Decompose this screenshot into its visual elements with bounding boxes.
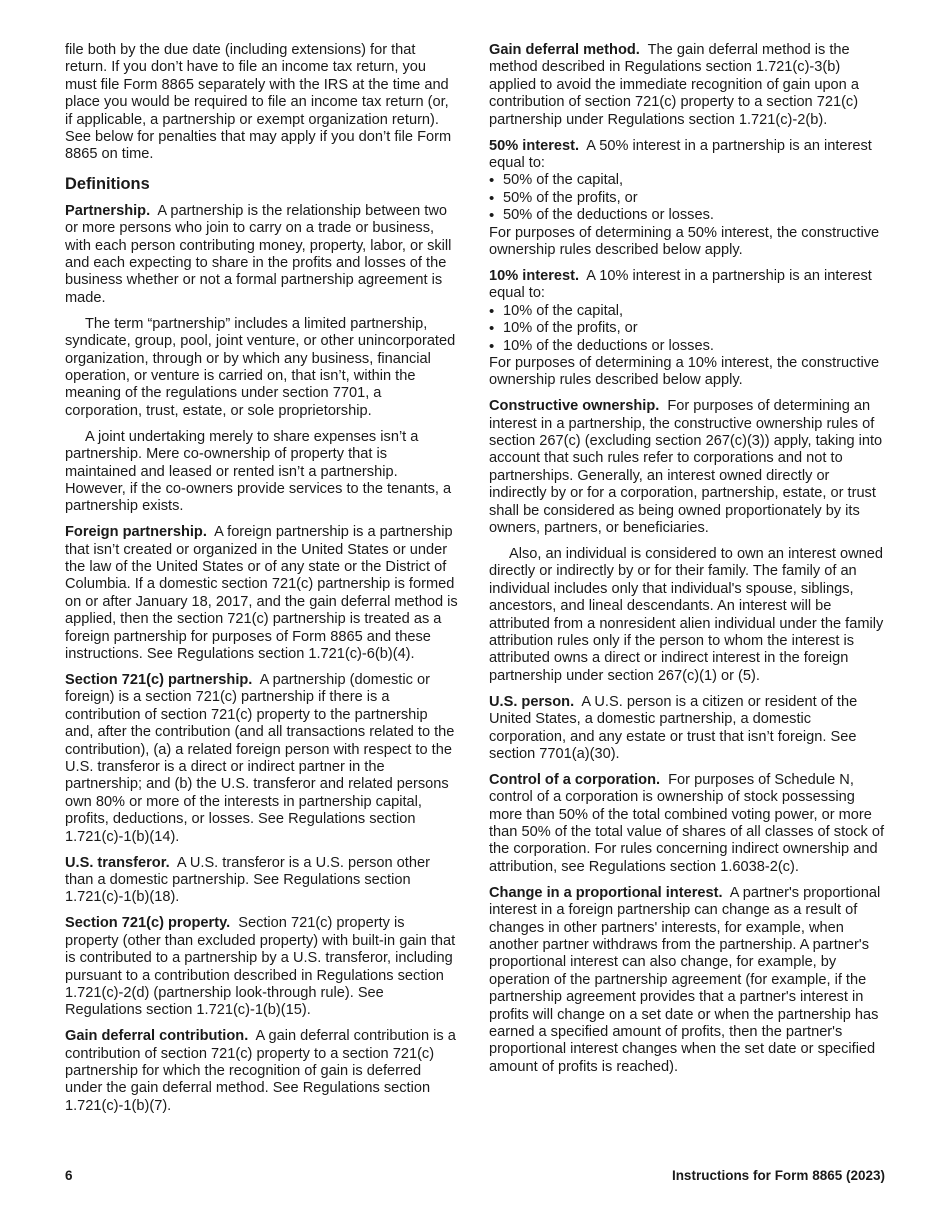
gain-deferral-method-term: Gain deferral method. (489, 42, 640, 58)
constructive-ownership-paragraph-2: Also, an individual is considered to own an interest owned directly or indirectly by or for their family. The family of an individual includes only that individual's spouse, siblings, ancestors, and lineal descendants. An interest will be attributed from a nonresident alien individual under the family attribution rules only if the person to whom the interest is attributed owns a direct or indirect interest in the foreign partnership under section 267(c)(1) or (5). (489, 545, 884, 684)
partnership-text: A partnership is the relationship between two or more persons who join to carry on a trade or business, with each person contributing money, property, labor, or skill and each expecting to share in the profits and losses of the business whether or not a formal partnership agreement is made. (65, 202, 452, 306)
definitions-heading: Definitions (65, 174, 150, 193)
control-of-corporation-definition (489, 772, 887, 876)
list-item: • 10% of the capital, (489, 303, 887, 320)
us-transferor-term: U.S. transferor. (65, 854, 170, 871)
list-item: • 50% of the profits, or (489, 190, 887, 207)
list-item: • 50% of the capital, (489, 172, 887, 189)
ten-percent-interest-definition (489, 268, 887, 303)
control-of-corporation-text: For purposes of Schedule N, control of a corporation is ownership of stock possessing more than 50% of the total combined voting power, or more than 50% of the total value of shares of all classes of stock of the corporation. For rules concerning indirect ownership and attribution, see Regulations section 1.6038-2(c). (489, 771, 885, 875)
constructive-ownership-term: Constructive ownership. (489, 398, 660, 415)
section-721c-partnership-term: Section 721(c) partnership. (65, 672, 253, 688)
foreign-partnership-text: A foreign partnership is a partnership that isn’t created or organized in the United States or under the law of the United States or of any state or the District of Columbia. If a domestic section 721(c) partnership is formed on or after January 18, 2017, and the gain deferral method is applied, then the section 721(c) partnership is treated as a foreign partnership for purposes of Form 8865 and these instructions. See Regulations section 1.721(c)-6(b)(4). (65, 524, 458, 663)
fifty-percent-bullet-list (489, 172, 887, 224)
section-721c-partnership-definition (65, 672, 459, 846)
section-721c-partnership-text: A partnership (domestic or foreign) is a section 721(c) partnership if there is a contribution of section 721(c) property to the partnership and, after the contribution (and all transactions related to the contribution), (a) a related foreign person with respect to the U.S. transferor is a direct or indirect partner in the partnership; and (b) the U.S. transferor and related persons own 80% or more of the interests in partnership capital, profits, deductions, or losses. See Regulations section 1.721(c)-1(b)(14). (65, 672, 455, 845)
section-721c-property-text: Section 721(c) property is property (other than excluded property) with built-in gain that is contributed to a partnership by a U.S. transferor, including pursuant to a contribution described in Regulations section 1.721(c)-2(d) (partnership look-through rule). See Regulations section 1.721(c)-1(b)(15). (65, 915, 456, 1019)
section-721c-property-term: Section 721(c) property. (65, 915, 231, 932)
ten-percent-bullet-list (489, 303, 887, 355)
ten-percent-interest-term: 10% interest. (489, 267, 580, 284)
gain-deferral-method-text: The gain deferral method is the method described in Regulations section 1.721(c)-3(b) applied to avoid the immediate recognition of gain upon a contribution of section 721(c) property to a section 721(c) partnership under Regulations section 1.721(c)-2(b). (489, 42, 859, 128)
us-transferor-definition (65, 855, 459, 907)
gain-deferral-contribution-definition (65, 1028, 459, 1115)
section-721c-property-definition (65, 915, 459, 1019)
foreign-partnership-definition (65, 524, 459, 663)
us-person-text: A U.S. person is a citizen or resident of the United States, a domestic partnership, a domestic corporation, and any estate or trust that isn’t foreign. See section 7701(a)(30). (489, 693, 858, 762)
partnership-paragraph-3: A joint undertaking merely to share expenses isn’t a partnership. Mere co-ownership of property that is maintained and leased or rented isn’t a partnership. However, if the co-owners provide services to the tenants, a partnership exists. (65, 428, 452, 515)
gain-deferral-method-definition (489, 42, 887, 129)
us-person-term: U.S. person. (489, 693, 575, 710)
intro-paragraph: file both by the due date (including extensions) for that return. If you don’t have to file an income tax return, you must file Form 8865 separately with the IRS at the time and place you would be required to file an income tax return (or, if applicable, a partnership or exempt organization return). See below for penalties that may apply if you don’t file Form 8865 on time. (65, 42, 452, 163)
partnership-term: Partnership. (65, 202, 151, 219)
right-column (489, 42, 887, 1085)
gain-deferral-contribution-term: Gain deferral contribution. (65, 1028, 249, 1045)
change-in-proportional-interest-text: A partner's proportional interest in a foreign partnership can change as a result of changes in other partners' interests, for example, when another partner withdraws from the partnership. A partner's proportional interest can also change, for example, by operation of the partnership agreement (for example, if the partnership agreement provides that a partner's interest in profits will change on a set date or when the partnership has earned a specified amount of profits, then the partner's proportional interest changes when the set date or specified amount of profits is reached). (489, 884, 881, 1075)
change-in-proportional-interest-definition (489, 885, 887, 1076)
fifty-percent-rule-note: For purposes of determining a 50% interest, the constructive ownership rules described below apply. (489, 224, 880, 258)
us-transferor-text: A U.S. transferor is a U.S. person other than a domestic partnership. See Regulations section 1.721(c)-1(b)(18). (65, 854, 430, 906)
change-in-proportional-interest-term: Change in a proportional interest. (489, 884, 723, 901)
ten-percent-rule-note: For purposes of determining a 10% interest, the constructive ownership rules described below apply. (489, 354, 880, 389)
left-column (65, 42, 459, 1124)
control-of-corporation-term: Control of a corporation. (489, 771, 661, 788)
fifty-percent-interest-text: A 50% interest in a partnership is an interest equal to: (489, 137, 872, 171)
gain-deferral-contribution-text: A gain deferral contribution is a contribution of section 721(c) property to a section 721(c) partnership for which the recognition of gain is deferred under the gain deferral method. See Regulations section 1.721(c)-1(b)(7). (65, 1028, 456, 1114)
constructive-ownership-definition (489, 398, 887, 537)
ten-percent-interest-text: A 10% interest in a partnership is an interest equal to: (489, 267, 872, 302)
page-number: 6 (65, 1168, 73, 1183)
constructive-ownership-text: For purposes of determining an interest in a partnership, the constructive ownership rules of section 267(c) (excluding section 267(c)(3)) apply, taking into account that such rules refer to corporations and not to partnerships. Generally, an interest owned directly or indirectly by or for a corporation, partnership, estate, or trust shall be considered as being owned proportionately by its owners, partners, or beneficiaries. (489, 398, 883, 537)
partnership-paragraph-2: The term “partnership” includes a limited partnership, syndicate, group, pool, joint venture, or other unincorporated organization, through or by which any business, financial operation, or venture is carried on, that isn’t, within the meaning of the regulations under section 7701, a corporation, trust, estate, or sole proprietorship. (65, 315, 456, 419)
fifty-percent-interest-definition (489, 138, 887, 173)
partnership-definition (65, 203, 459, 307)
list-item: • 10% of the profits, or (489, 320, 887, 337)
foreign-partnership-term: Foreign partnership. (65, 524, 207, 541)
us-person-definition (489, 694, 887, 764)
fifty-percent-interest-term: 50% interest. (489, 137, 580, 154)
list-item: • 50% of the deductions or losses. (489, 207, 887, 224)
document-title-footer: Instructions for Form 8865 (2023) (671, 1168, 885, 1183)
list-item: • 10% of the deductions or losses. (489, 338, 887, 355)
